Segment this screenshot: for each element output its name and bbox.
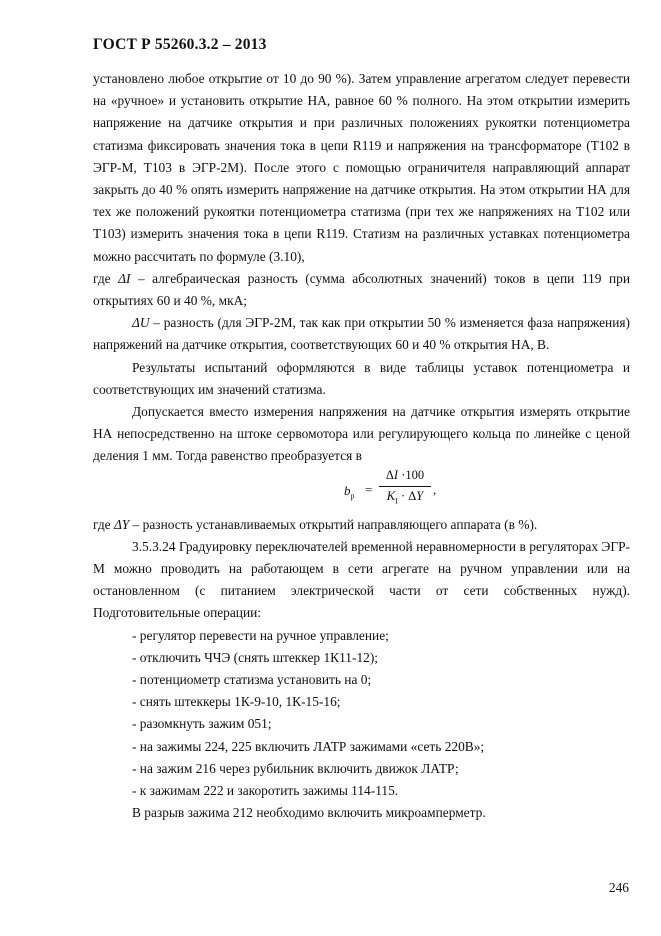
formula-den-sub: I xyxy=(395,496,398,506)
formula-denominator xyxy=(379,489,431,509)
delta-i-definition: – алгебраическая разность (сумма абсолютных значений) токов в цепи 119 при открытиях 60 и 40 %, мкА; xyxy=(93,270,630,309)
paragraph-3 xyxy=(93,312,630,356)
formula-den-rest: · Δ xyxy=(397,488,417,503)
paragraph-7: 3.5.3.24 Градуировку переключателей временной неравномерности в регуляторах ЭГР-М можно проводить на работающем в сети агрегате на ручном управлении или на остановленном (с питанием электрической части от сети собственных нужд). Подготовительные операции: xyxy=(93,538,630,621)
list-item: - разомкнуть зажим 051; xyxy=(132,716,272,732)
page-number: 246 xyxy=(608,880,629,895)
paragraph-1: установлено любое открытие от 10 до 90 %). Затем управление агрегатом следует перевести на «ручное» и установить открытие НА, равное 60 % полного. На этом открытии измерить напряжение на датчике открытия и при различных положениях рукоятки потенциометра статизма фиксировать значения тока в цепи R119 и напряжения на трансформаторе (Т102 в ЭГР-М, Т103 в ЭГР-2М). После этого с помощью ограничителя направляющий аппарат закрыть до 40 % опять измерить напряжение на датчике открытия. На этом открытии НА для тех же положений рукоятки потенциометра статизма (при тех же напряжениях на Т102 или Т103) измерить значения тока в цепи R119. Статизм на различных уставках потенциометра можно рассчитать по формуле (3.10), xyxy=(93,71,630,264)
list-item: - на зажимы 224, 225 включить ЛАТР зажимами «сеть 220В»; xyxy=(132,738,485,754)
formula-num-var: I xyxy=(393,467,399,482)
where-word: где xyxy=(93,270,119,286)
formula-lhs xyxy=(344,480,355,508)
formula xyxy=(93,468,630,514)
formula-numerator xyxy=(379,468,431,483)
paragraph-5: Допускается вместо измерения напряжения на датчике открытия измерять открытие НА непосредственно на штоке сервомотора или регулирующего кольца по линейке с ценой деления 1 мм. Тогда равенство преобразуется в xyxy=(93,404,630,464)
delta-u-definition: – разность (для ЭГР-2М, так как при открытии 50 % изменяется фаза напряжения) напряжений на датчике открытия, соответствующих 60 и 40 % открытия НА, В. xyxy=(93,315,630,353)
list-item: - регулятор перевести на ручное управление; xyxy=(132,627,389,643)
list-item: - снять штеккеры 1К-9-10, 1К-15-16; xyxy=(132,694,341,710)
paragraph-8: В разрыв зажима 212 необходимо включить микроамперметр. xyxy=(132,805,486,821)
where-word-2: где xyxy=(93,516,114,532)
formula-comma: , xyxy=(433,481,437,497)
paragraph-2 xyxy=(93,268,630,312)
delta-y-definition: – разность устанавливаемых открытий направляющего аппарата (в %). xyxy=(129,516,538,532)
formula-equals: = xyxy=(365,481,373,497)
formula-num-delta: Δ xyxy=(385,467,394,482)
formula-den-var2: Y xyxy=(416,488,424,503)
formula-den-var: K xyxy=(386,488,396,503)
paragraph-4: Результаты испытаний оформляются в виде таблицы уставок потенциометра и соответствующих им значений статизма. xyxy=(93,359,630,397)
formula-num-rest: ·100 xyxy=(398,467,425,482)
document-header: ГОСТ Р 55260.3.2 – 2013 xyxy=(93,36,267,53)
list-item: - к зажимам 222 и закоротить зажимы 114-115. xyxy=(132,783,399,799)
paragraph-6 xyxy=(93,514,630,536)
delta-u-symbol: ΔU xyxy=(132,315,150,331)
formula-lhs-var: b xyxy=(344,482,351,498)
list-item: - на зажим 216 через рубильник включить движок ЛАТР; xyxy=(132,760,459,776)
formula-lhs-sub: р xyxy=(350,491,355,501)
document-body xyxy=(93,68,630,825)
formula-fraction-bar xyxy=(379,486,431,487)
list-item: - потенциометр статизма установить на 0; xyxy=(132,672,372,688)
delta-y-symbol: ΔY xyxy=(113,516,130,532)
list-item: - отключить ЧЧЭ (снять штеккер 1К11-12); xyxy=(132,649,379,665)
delta-i-symbol: ΔI xyxy=(118,270,131,286)
